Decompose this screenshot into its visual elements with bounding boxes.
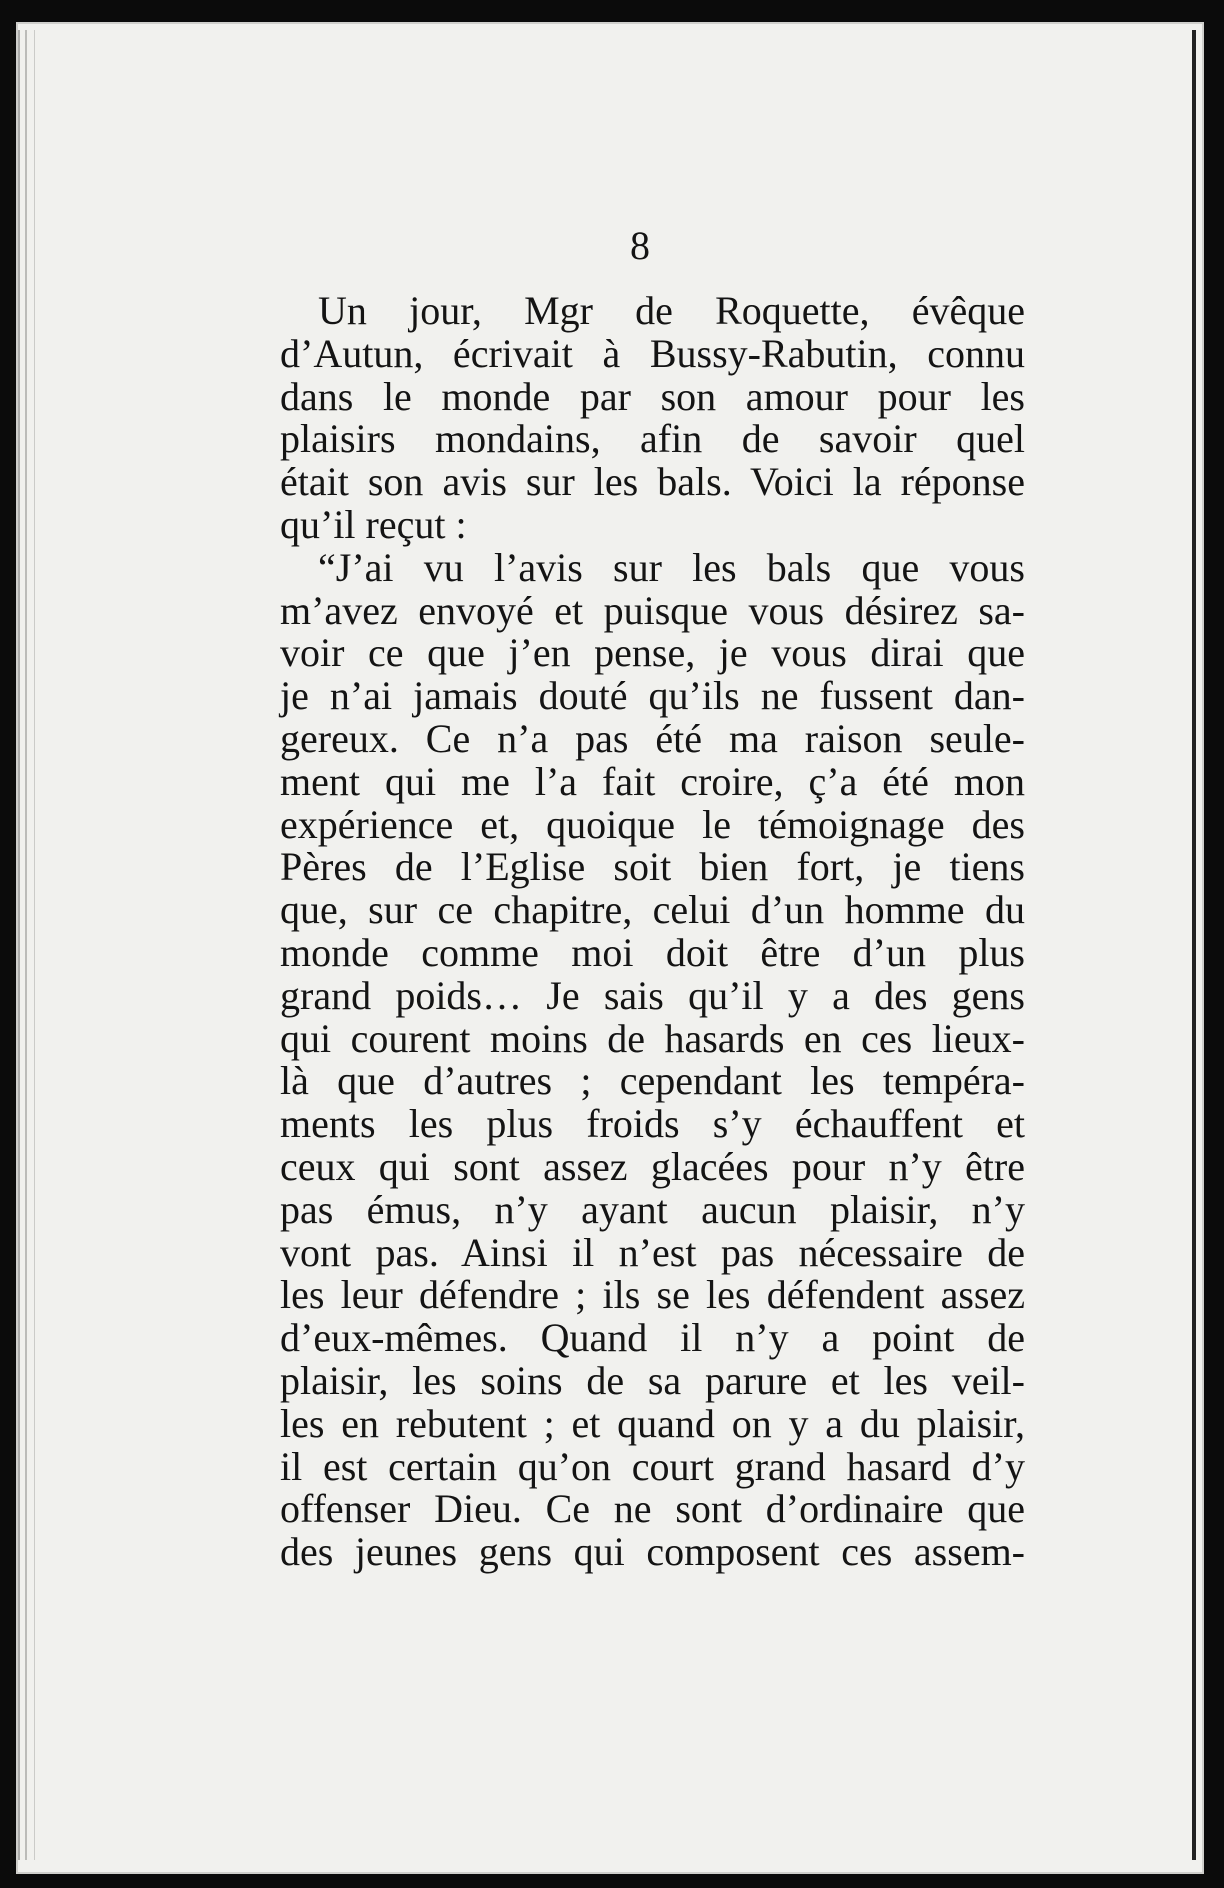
text-line: pas émus, n’y ayant aucun plaisir, n’y xyxy=(280,1186,1025,1232)
text-line: je n’ai jamais douté qu’ils ne fussent dan- xyxy=(280,673,1025,719)
text-line: qu’il reçut : xyxy=(280,501,467,547)
text-line: vont pas. Ainsi il n’est pas nécessaire de xyxy=(280,1229,1025,1275)
text-line: Un jour, Mgr de Roquette, évêque xyxy=(318,288,1025,333)
text-line: les leur défendre ; ils se les défendent assez xyxy=(280,1272,1025,1318)
text-line: était son avis sur les bals. Voici la réponse xyxy=(280,459,1025,505)
text-line: offenser Dieu. Ce ne sont d’ordinaire que xyxy=(280,1486,1025,1532)
text-line: des jeunes gens qui composent ces assem- xyxy=(280,1529,1025,1575)
text-line: d’Autun, écrivait à Bussy-Rabutin, connu xyxy=(280,330,1025,376)
text-line: Pères de l’Eglise soit bien fort, je tiens xyxy=(280,844,1025,890)
text-line: voir ce que j’en pense, je vous dirai que xyxy=(280,630,1025,676)
text-line: “J’ai vu l’avis sur les bals que vous xyxy=(318,544,1025,590)
text-line: monde comme moi doit être d’un plus xyxy=(280,929,1025,975)
body-text xyxy=(280,290,1025,1574)
text-line: expérience et, quoique le témoignage des xyxy=(280,801,1025,847)
text-line: ments les plus froids s’y échauffent et xyxy=(280,1101,1025,1147)
text-line: d’eux-mêmes. Quand il n’y a point de xyxy=(280,1315,1025,1361)
page-number: 8 xyxy=(630,223,650,268)
text-line: que, sur ce chapitre, celui d’un homme du xyxy=(280,887,1025,933)
text-line: dans le monde par son amour pour les xyxy=(280,373,1025,419)
text-line: grand poids… Je sais qu’il y a des gens xyxy=(280,972,1025,1018)
text-line: gereux. Ce n’a pas été ma raison seule- xyxy=(280,715,1025,761)
text-line: ment qui me l’a fait croire, ç’a été mon xyxy=(280,758,1025,804)
text-line: m’avez envoyé et puisque vous désirez sa- xyxy=(280,587,1025,633)
text-line: il est certain qu’on court grand hasard d’y xyxy=(280,1443,1025,1489)
text-line: là que d’autres ; cependant les tempéra- xyxy=(280,1058,1025,1104)
text-line: plaisirs mondains, afin de savoir quel xyxy=(280,416,1025,462)
text-line: les en rebutent ; et quand on y a du plaisir, xyxy=(280,1400,1025,1446)
binding-edge xyxy=(1192,30,1196,1860)
text-line: qui courent moins de hasards en ces lieux- xyxy=(280,1015,1025,1061)
text-line: ceux qui sont assez glacées pour n’y être xyxy=(280,1143,1025,1189)
text-line: plaisir, les soins de sa parure et les veil- xyxy=(280,1357,1025,1403)
page-edge-stack xyxy=(18,30,35,1860)
